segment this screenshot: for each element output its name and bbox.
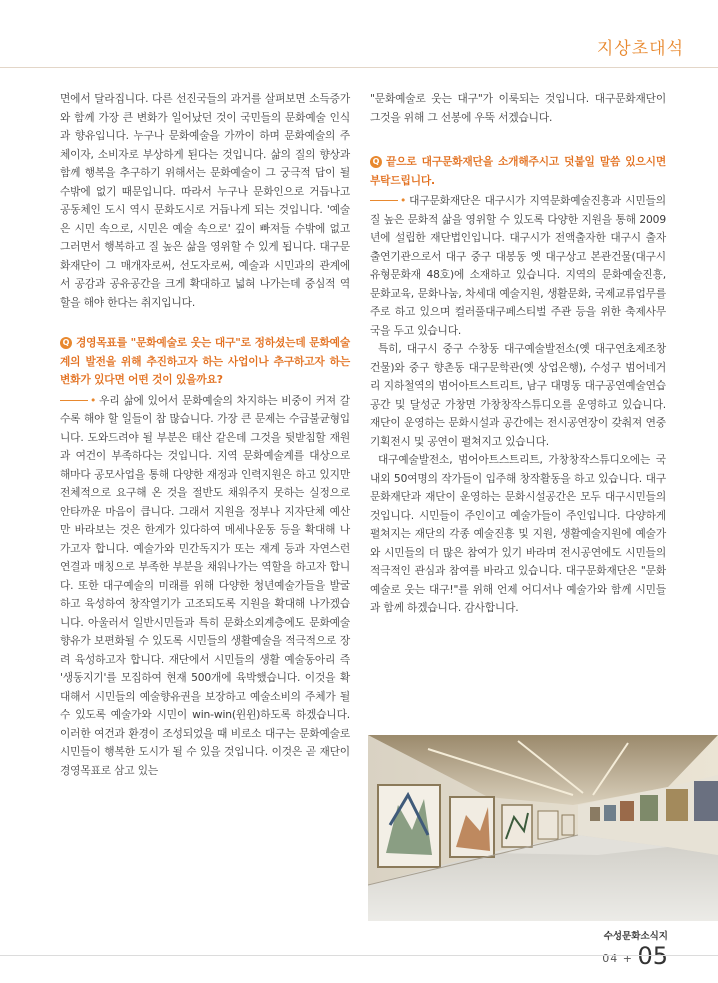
facilities-paragraph: 특히, 대구시 중구 수창동 대구예술발전소(옛 대구연초제조창 건물)와 중구 향촌동 대구문학관(옛 상업은행), 수성구 범어네거리 지하철역의 범어아트스트리트, 남구 대명동 대구공연예술연습공간 및 달성군 가창면 가창창작스튜디오를 운영하고 있습니다. 재단이 운영하는 문화시설과 공간에는 전시공연장이 갖춰져 연중 기획전시 및 공연이 펼쳐지고 있습니다. bbox=[370, 342, 666, 448]
right-column bbox=[370, 90, 666, 618]
page-left-number: 04 + bbox=[602, 952, 633, 965]
answer-1-text: 우리 삶에 있어서 문화예술의 차지하는 비중이 커져 갈수록 해야 할 일들이 참 많습니다. 가장 큰 문제는 수급불균형입니다. 도와드려야 될 부분은 태산 같은데 그것을 뒷받침할 재원과 여건이 부족하다는 것입니다. 지역 문화예술계를 대상으로 해마다 공모사업을 통해 다양한 재정과 인력지원은 하고 있지만 전체적으로 요구해 온 것을 절반도 채워주지 못하는 실정으로 안타까운 마음이 큽니다. 그래서 지원을 정부나 지자단체 예산만 바라보는 것은 한계가 있다하여 메세나운동 등을 확대해 나가고자 합니다. 예술가와 민간독지가 또는 재계 등과 자연스런 연결과 매칭으로 부족한 부분을 채워나가는 역할을 하고자 합니다. 또한 대구예술의 미래를 위해 다양한 청년예술가들을 발굴하고 육성하여 창작열기가 고조되도록 지원을 확대해 나가겠습니다. 아울러서 일반시민들과 특히 문화소외계층에도 문화예술향유가 보편화될 수 있도록 시민들의 생활예술을 적극적으로 장려 육성하고자 합니다. 재단에서 시민들의 생활 예술동아리 즉 '생동지기'를 모집하여 현재 500개에 육박했습니다. 이것을 확대해서 시민들의 예술향유권을 보장하고 예술소비의 주체가 될 수 있도록 예술가와 시민이 win-win(윈윈)하도록 하겠습니다. 이러한 여건과 환경이 조성되었을 때 비로소 대구는 문화예술로 시민들이 행복한 도시가 될 수 있을 것입니다. 이것은 곧 재단이 경영목표로 삼고 있는 bbox=[60, 393, 350, 777]
question-2-text: 끝으로 대구문화재단을 소개해주시고 덧붙일 말씀 있으시면 부탁드립니다. bbox=[370, 155, 666, 187]
answer-1 bbox=[60, 392, 350, 781]
left-column bbox=[60, 90, 350, 780]
page-numbers bbox=[602, 942, 668, 970]
question-2 bbox=[370, 153, 666, 190]
header-rule bbox=[0, 67, 718, 68]
intro-paragraph: 면에서 달라집니다. 다른 선진국들의 과거를 살펴보면 소득증가와 함께 가장 큰 변화가 일어났던 것이 국민들의 문화예술 인식과 향유입니다. 누구나 문화예술을 가까이 하며 문화예술의 주체이자, 소비자로 부상하게 된다는 것입니다. 삶의 질의 향상과 함께 행복을 추구하기 위해서는 문화예술이 그 궁극적 답이 될 수밖에 없기 때문입니다. 따라서 누구나 문화인으로 거듭나고 공동체인 도시 역시 문화도시로 거듭나게 되는 것입니다. '예술은 시민 속으로, 시민은 예술 속으로' 깊이 빠져들 수밖에 없고 그러면서 행복하고 질 높은 삶을 영위할 수 있게 됩니다. 대구문화재단이 그 매개자로써, 선도자로써, 예술과 시민과의 관계에서 공감과 공유공간을 크게 확대하고 넓혀 나가는데 중심적 역할을 해야 한다는 취지입니다. bbox=[60, 92, 350, 309]
underground-gallery-image bbox=[368, 735, 718, 921]
question-1-text: 경영목표를 "문화예술로 웃는 대구"로 정하셨는데 문화예술계의 발전을 위해 추진하고자 하는 사업이나 추구하고자 하는 변화가 있다면 어떤 것이 있을까요? bbox=[60, 336, 350, 386]
magazine-name: 수성문화소식지 bbox=[603, 931, 668, 942]
q-badge-icon: Q bbox=[370, 156, 382, 168]
page-right-number: 05 bbox=[637, 942, 668, 970]
answer-lead-line bbox=[60, 394, 88, 401]
closing-paragraph: "문화예술로 웃는 대구"가 이룩되는 것입니다. 대구문화재단이 그것을 위해 그 선봉에 우뚝 서겠습니다. bbox=[370, 92, 666, 124]
section-title: 지상초대석 bbox=[596, 39, 684, 59]
page-folio bbox=[602, 928, 668, 970]
footer-rule bbox=[0, 955, 718, 956]
question-1 bbox=[60, 334, 350, 390]
answer-dot-icon: • bbox=[90, 393, 97, 407]
answer-2 bbox=[370, 192, 666, 340]
answer-lead-line bbox=[370, 194, 398, 201]
artists-paragraph: 대구예술발전소, 범어아트스트리트, 가창창작스튜디오에는 국내외 50여명의 작가들이 입주해 창작활동을 하고 있습니다. 대구문화재단과 재단이 운영하는 문화시설공간은 모두 대구시민들의 것입니다. 시민들이 주인이고 예술가들이 주인입니다. 다양하게 펼쳐지는 재단의 각종 예술진흥 및 지원, 생활예술지원에 예술가와 시민들의 더 많은 참여가 있기 바라며 전시공연에도 시민들의 적극적인 관심과 참여를 바라고 있습니다. 대구문화재단은 "문화예술로 웃는 대구!"를 위해 언제 어디서나 예술가와 함께 시민들과 함께 하겠습니다. 감사합니다. bbox=[370, 453, 666, 614]
answer-2-text: 대구문화재단은 대구시가 지역문화예술진흥과 시민들의 질 높은 문화적 삶을 영위할 수 있도록 다양한 지원을 통해 2009년에 설립한 재단법인입니다. 대구시가 전액출자한 대구시 출자 출연기관으로서 대구 중구 대봉동 옛 대구상고 본관건물(대구시유형문화재 48호)에 소재하고 있습니다. 지역의 문화예술진흥, 문화교육, 문화나눔, 차세대 예술지원, 생활문화, 국제교류업무를 주로 하고 있으며 컬러풀대구페스티벌 주관 등을 위한 축제사무국을 두고 있습니다. bbox=[370, 194, 666, 337]
gallery-photo bbox=[368, 735, 718, 921]
q-badge-icon: Q bbox=[60, 337, 72, 349]
answer-dot-icon: • bbox=[400, 194, 407, 207]
